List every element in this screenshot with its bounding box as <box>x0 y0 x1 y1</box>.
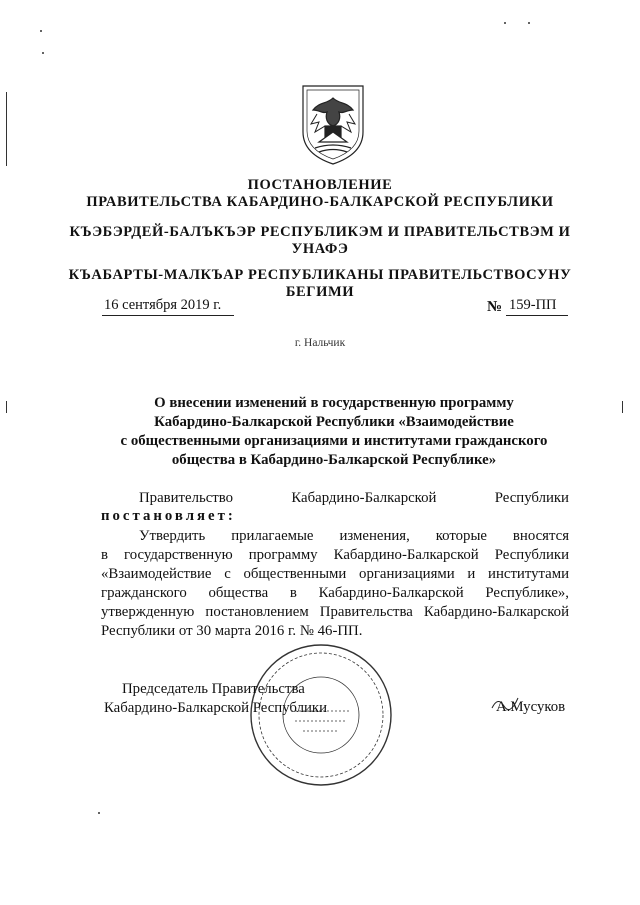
body-line: утвержденную постановлением Правительства Кабардино-Балкарской <box>101 604 569 620</box>
date-underline <box>102 315 234 316</box>
body-line: гражданского общества в Кабардино-Балкарской Республике», <box>101 585 569 601</box>
coat-of-arms-emblem <box>297 84 369 166</box>
scan-speck <box>504 22 506 24</box>
government-name-russian: ПРАВИТЕЛЬСТВА КАБАРДИНО-БАЛКАРСКОЙ РЕСПУБЛИКИ <box>86 194 554 210</box>
signatory-position-line: Кабардино-Балкарской Республики <box>104 700 327 716</box>
doc-type-heading: ПОСТАНОВЛЕНИЕ <box>247 177 393 193</box>
signatory-name: А.Мусуков <box>496 699 566 715</box>
body-line: Утвердить прилагаемые изменения, которые вносятся <box>139 528 569 544</box>
document-title-line: Кабардино-Балкарской Республики «Взаимодействие <box>154 414 514 430</box>
number-label: № <box>487 299 503 315</box>
decree-date: 16 сентября 2019 г. <box>104 297 222 313</box>
scan-margin-mark <box>6 92 7 166</box>
signature-scribble <box>490 694 520 710</box>
scan-speck <box>98 812 100 814</box>
number-underline <box>506 315 568 316</box>
decree-number: 159-ПП <box>509 297 557 313</box>
document-title-line: общества в Кабардино-Балкарской Республике» <box>171 452 497 468</box>
body-line: в государственную программу Кабардино-Балкарской Республики <box>101 547 569 563</box>
preamble-word: Республики <box>494 490 569 506</box>
document-title-line: с общественными организациями и институтами гражданского <box>120 433 548 449</box>
document-title-line: О внесении изменений в государственную программу <box>154 395 514 411</box>
document-title <box>100 394 568 470</box>
scan-margin-mark <box>622 401 623 413</box>
scan-speck <box>528 22 530 24</box>
scan-speck <box>40 30 42 32</box>
preamble-line <box>139 489 569 508</box>
decree-keyword: постановляет: <box>101 508 236 524</box>
government-name-kabardian-line2: УНАФЭ <box>291 241 349 257</box>
preamble-word: Кабардино-Балкарской <box>291 490 437 506</box>
signatory-position-line: Председатель Правительства <box>122 681 305 697</box>
signatory-position <box>104 680 327 718</box>
government-name-balkar-line1: КЪАБАРТЫ-МАЛКЪАР РЕСПУБЛИКАНЫ ПРАВИТЕЛЬСТВОСУНУ <box>68 267 572 283</box>
government-name-kabardian-line1: КЪЭБЭРДЕЙ-БАЛЪКЪЭР РЕСПУБЛИКЭМ И ПРАВИТЕЛЬСТВЭМ И <box>69 224 571 240</box>
body-line: «Взаимодействие с общественными организациями и институтами <box>101 566 569 582</box>
preamble-word: Правительство <box>139 490 234 506</box>
scan-margin-mark <box>6 401 7 413</box>
body-line: Республики от 30 марта 2016 г. № 46-ПП. <box>101 623 363 639</box>
scan-speck <box>42 52 44 54</box>
government-name-balkar-line2: БЕГИМИ <box>285 284 355 300</box>
city-name: г. Нальчик <box>294 337 346 349</box>
